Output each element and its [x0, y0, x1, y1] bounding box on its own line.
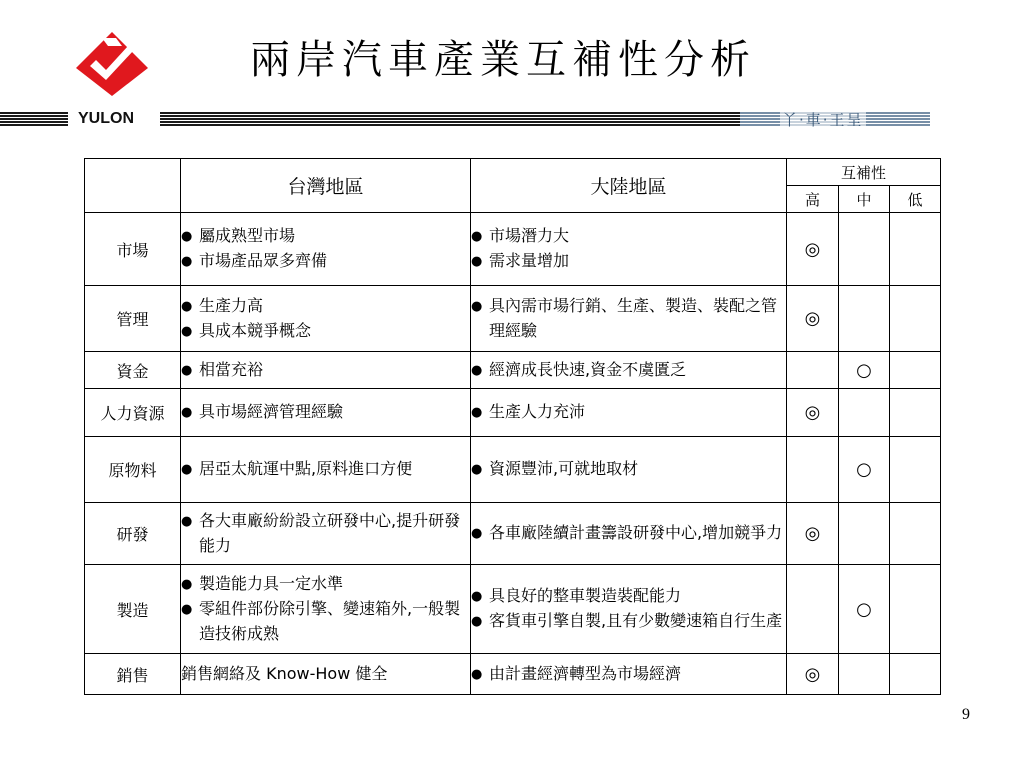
- bullet-item: [471, 521, 786, 546]
- header-complementarity: 互補性: [787, 159, 941, 186]
- mainland-cell: [471, 503, 787, 565]
- row-category: 銷售: [85, 654, 181, 695]
- table-row: [85, 503, 941, 565]
- bullet-text: 市場潛力大: [489, 226, 570, 245]
- row-category: 原物料: [85, 437, 181, 503]
- bullet-text: 具成本競爭概念: [199, 320, 312, 340]
- rating-high: [787, 565, 839, 654]
- bullet-text: 相當充裕: [199, 359, 264, 379]
- table-row: [85, 352, 941, 389]
- taiwan-cell: [181, 565, 471, 654]
- bullet-text: 需求量增加: [489, 251, 570, 270]
- bullet-dot-icon: ●: [471, 666, 483, 682]
- bullet-item: [181, 224, 470, 249]
- bullet-dot-icon: ●: [471, 589, 483, 604]
- bullet-item: [181, 319, 470, 344]
- bullet-dot-icon: ●: [181, 577, 193, 592]
- rating-high: ◎: [787, 286, 839, 352]
- stripes-middle: [160, 112, 740, 126]
- bullet-item: [181, 572, 470, 597]
- yulon-logo: [72, 28, 152, 98]
- rating-low: [890, 565, 941, 654]
- header-low: 低: [890, 186, 941, 213]
- mainland-cell: [471, 654, 787, 695]
- brand-slogan: 丫‧車‧王呈: [782, 111, 864, 129]
- taiwan-cell: [181, 389, 471, 437]
- rating-low: [890, 213, 941, 286]
- bullet-dot-icon: ●: [181, 514, 193, 529]
- rating-high: ◎: [787, 654, 839, 695]
- header-band: [0, 108, 1024, 130]
- bullet-item: [471, 358, 786, 383]
- rating-high: [787, 352, 839, 389]
- bullet-text: 具良好的整車製造裝配能力: [489, 586, 682, 605]
- bullet-dot-icon: ●: [181, 462, 193, 477]
- bullet-dot-icon: ●: [181, 229, 193, 244]
- bullet-item: [471, 224, 786, 249]
- bullet-text: 具內需市場行銷、生產、製造、裝配之管理經驗: [489, 296, 778, 340]
- bullet-item: [181, 400, 470, 425]
- rating-high: ◎: [787, 503, 839, 565]
- table-row: [85, 437, 941, 503]
- bullet-item: [181, 457, 470, 482]
- rating-mid: ○: [839, 565, 890, 654]
- bullet-dot-icon: ●: [471, 526, 483, 541]
- rating-mid: ○: [839, 437, 890, 503]
- rating-low: [890, 389, 941, 437]
- bullet-item: [471, 249, 786, 274]
- bullet-text: 生產人力充沛: [489, 402, 586, 421]
- bullet-dot-icon: ●: [181, 602, 193, 617]
- rating-low: [890, 352, 941, 389]
- row-category: 製造: [85, 565, 181, 654]
- bullet-dot-icon: ●: [471, 299, 483, 314]
- bullet-dot-icon: ●: [181, 405, 193, 420]
- rating-mid: [839, 286, 890, 352]
- taiwan-cell: [181, 503, 471, 565]
- rating-low: [890, 503, 941, 565]
- taiwan-cell: [181, 213, 471, 286]
- taiwan-cell: [181, 286, 471, 352]
- bullet-item: [471, 457, 786, 482]
- rating-mid: [839, 503, 890, 565]
- bullet-item: [181, 294, 470, 319]
- bullet-text: 經濟成長快速,資金不虞匱乏: [489, 359, 687, 379]
- rating-high: ◎: [787, 213, 839, 286]
- bullet-item: [471, 662, 786, 687]
- mainland-cell: [471, 565, 787, 654]
- rating-low: [890, 654, 941, 695]
- bullet-text: 製造能力具一定水準: [199, 574, 344, 593]
- page-number: 9: [962, 706, 970, 723]
- bullet-item: [181, 597, 470, 646]
- bullet-dot-icon: ●: [471, 229, 483, 244]
- header-mainland: 大陸地區: [471, 159, 787, 213]
- bullet-text: 各車廠陸續計畫籌設研發中心,增加競爭力: [489, 523, 783, 542]
- row-category: 管理: [85, 286, 181, 352]
- rating-mid: [839, 213, 890, 286]
- header-taiwan: 台灣地區: [181, 159, 471, 213]
- taiwan-cell: [181, 654, 471, 695]
- bullet-item: [181, 358, 470, 383]
- header-high: 高: [787, 186, 839, 213]
- bullet-dot-icon: ●: [181, 362, 193, 378]
- bullet-text: 具市場經濟管理經驗: [199, 402, 344, 421]
- rating-mid: [839, 654, 890, 695]
- bullet-item: [471, 294, 786, 343]
- rating-low: [890, 286, 941, 352]
- bullet-text: 資源豐沛,可就地取材: [489, 459, 639, 478]
- taiwan-cell: [181, 352, 471, 389]
- bullet-dot-icon: ●: [471, 405, 483, 420]
- bullet-dot-icon: ●: [181, 254, 193, 269]
- row-category: 研發: [85, 503, 181, 565]
- mainland-cell: [471, 286, 787, 352]
- bullet-text: 零組件部份除引擎、變速箱外,一般製造技術成熟: [199, 599, 461, 643]
- bullet-dot-icon: ●: [471, 614, 483, 629]
- bullet-item: [471, 609, 786, 634]
- bullet-dot-icon: ●: [471, 362, 483, 378]
- row-category: 市場: [85, 213, 181, 286]
- bullet-text: 生產力高: [199, 295, 264, 315]
- bullet-text: 居亞太航運中點,原料進口方便: [199, 459, 413, 478]
- bullet-item: [471, 584, 786, 609]
- bullet-text: 各大車廠紛紛設立研發中心,提升研發能力: [199, 511, 461, 555]
- rating-high: [787, 437, 839, 503]
- rating-mid: ○: [839, 352, 890, 389]
- table-row: [85, 213, 941, 286]
- row-category: 資金: [85, 352, 181, 389]
- mainland-cell: [471, 352, 787, 389]
- bullet-text: 由計畫經濟轉型為市場經濟: [489, 663, 682, 683]
- table-row: [85, 389, 941, 437]
- rating-low: [890, 437, 941, 503]
- mainland-cell: [471, 389, 787, 437]
- page-title: 兩岸汽車產業互補性分析: [250, 37, 756, 83]
- bullet-dot-icon: ●: [471, 462, 483, 477]
- stripes-left: [0, 112, 68, 126]
- plain-text: 銷售網絡及 Know-How 健全: [181, 664, 388, 683]
- table-row: [85, 565, 941, 654]
- bullet-dot-icon: ●: [471, 254, 483, 269]
- taiwan-cell: [181, 437, 471, 503]
- table-row: [85, 286, 941, 352]
- bullet-item: [181, 509, 470, 558]
- bullet-dot-icon: ●: [181, 298, 193, 314]
- bullet-item: [181, 249, 470, 274]
- table-row: [85, 654, 941, 695]
- bullet-dot-icon: ●: [181, 323, 193, 339]
- rating-high: ◎: [787, 389, 839, 437]
- complementarity-table: [84, 158, 941, 695]
- bullet-item: [471, 400, 786, 425]
- rating-mid: [839, 389, 890, 437]
- mainland-cell: [471, 213, 787, 286]
- mainland-cell: [471, 437, 787, 503]
- bullet-text: 客貨車引擎自製,且有少數變速箱自行生產: [489, 611, 783, 630]
- bullet-text: 屬成熟型市場: [199, 226, 296, 245]
- header-mid: 中: [839, 186, 890, 213]
- row-category: 人力資源: [85, 389, 181, 437]
- bullet-text: 市場產品眾多齊備: [199, 251, 328, 270]
- brand-name: YULON: [72, 108, 140, 130]
- header-corner: [85, 159, 181, 213]
